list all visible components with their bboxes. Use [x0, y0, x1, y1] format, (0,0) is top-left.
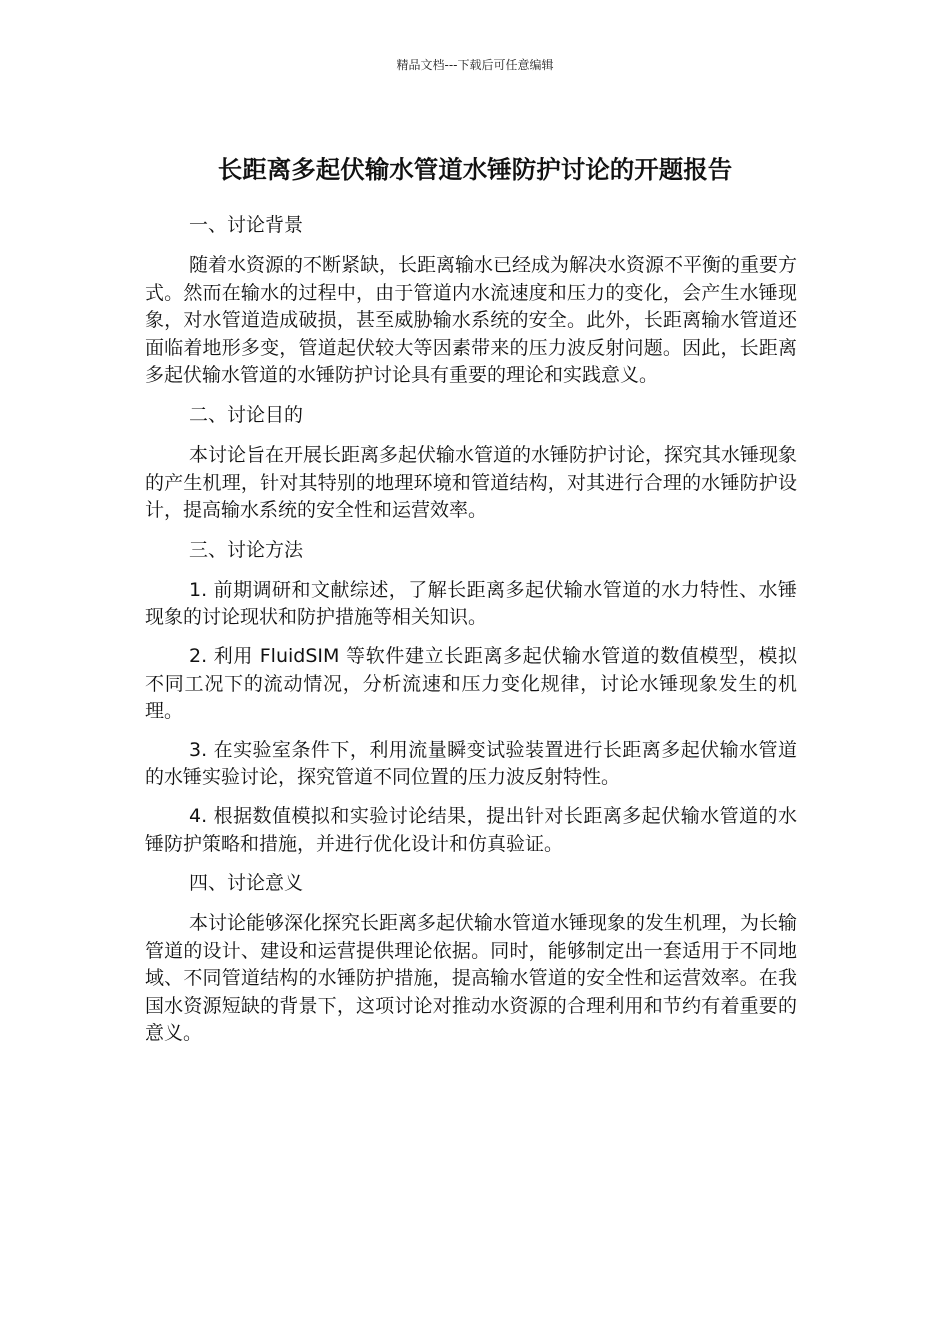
section-heading-background: 一、讨论背景: [189, 214, 304, 236]
method-item: 1. 前期调研和文献综述，了解长距离多起伏输水管道的水力特性、水锤现象的讨论现状和防护措施等相关知识。: [145, 578, 797, 629]
method-item: 4. 根据数值模拟和实验讨论结果，提出针对长距离多起伏输水管道的水锤防护策略和措施，并进行优化设计和仿真验证。: [145, 804, 797, 855]
section-heading-methods: 三、讨论方法: [189, 538, 304, 561]
document-body: [145, 211, 797, 1059]
paragraph-significance: 本讨论能够深化探究长距离多起伏输水管道水锤现象的发生机理，为长输管道的设计、建设和运营提供理论依据。同时，能够制定出一套适用于不同地域、不同管道结构的水锤防护措施，提高输水管道的安全性和运营效率。在我国水资源短缺的背景下，这项讨论对推动水资源的合理利用和节约有着重要的意义。: [145, 912, 798, 1045]
paragraph-background: 随着水资源的不断紧缺，长距离输水已经成为解决水资源不平衡的重要方式。然而在输水的过程中，由于管道内水流速度和压力的变化，会产生水锤现象，对水管道造成破损，甚至威胁输水系统的安全。此外，长距离输水管道还面临着地形多变，管道起伏较大等因素带来的压力波反射问题。因此，长距离多起伏输水管道的水锤防护讨论具有重要的理论和实践意义。: [145, 254, 798, 387]
document-title: 长距离多起伏输水管道水锤防护讨论的开题报告: [217, 155, 733, 185]
method-item: 2. 利用 FluidSIM 等软件建立长距离多起伏输水管道的数值模型，模拟不同工况下的流动情况，分析流速和压力变化规律，讨论水锤现象发生的机理。: [145, 644, 797, 723]
section-significance: [145, 869, 797, 1048]
section-purpose: [145, 401, 797, 525]
section-background: [145, 211, 797, 390]
section-methods: [145, 536, 797, 858]
paragraph-purpose: 本讨论旨在开展长距离多起伏输水管道的水锤防护讨论，探究其水锤现象的产生机理，针对其特别的地理环境和管道结构，对其进行合理的水锤防护设计，提高输水系统的安全性和运营效率。: [145, 443, 798, 522]
method-item: 3. 在实验室条件下，利用流量瞬变试验装置进行长距离多起伏输水管道的水锤实验讨论，探究管道不同位置的压力波反射特性。: [145, 738, 797, 789]
section-heading-significance: 四、讨论意义: [189, 872, 304, 895]
page-header: 精品文档---下载后可任意编辑: [396, 58, 554, 72]
section-heading-purpose: 二、讨论目的: [189, 403, 304, 426]
